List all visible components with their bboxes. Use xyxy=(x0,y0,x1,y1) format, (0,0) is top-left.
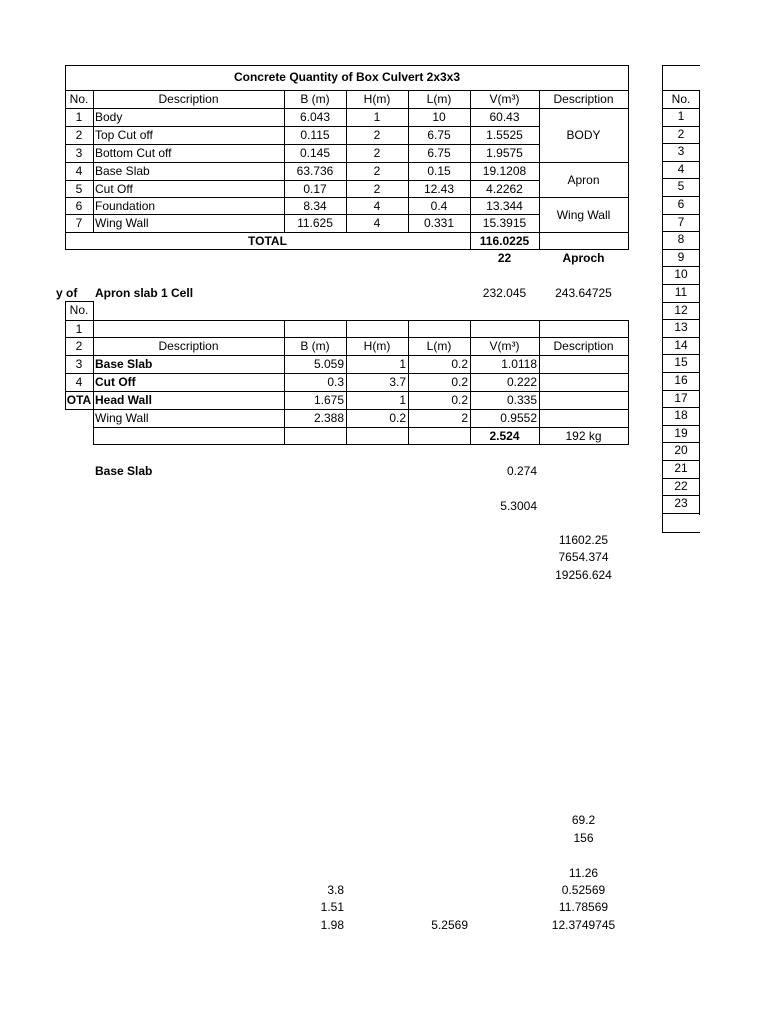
table2-row-cell: 0.9552 xyxy=(500,411,537,425)
cut-title-fragment: y of xyxy=(56,286,78,300)
table2-row-cell: 0.2 xyxy=(451,375,468,389)
table2-index-cell: No. xyxy=(69,303,89,317)
right-row-number: 20 xyxy=(674,443,688,457)
right-row-number: 5 xyxy=(677,179,685,193)
table-row-cell: 6.043 xyxy=(299,110,331,124)
low-value-4: 0.52569 xyxy=(561,883,606,897)
table-row-cell: 0.17 xyxy=(303,182,327,196)
apron-value-2: 243.64725 xyxy=(555,286,612,300)
sum-value-3: 19256.624 xyxy=(555,568,612,582)
table-row-cell: 8.34 xyxy=(303,199,327,213)
low-value-5: 11.78569 xyxy=(558,900,609,914)
right-row-number: 12 xyxy=(674,303,688,317)
table2-row-cell: 0.222 xyxy=(506,375,537,389)
table-row-cell: 7 xyxy=(75,216,83,230)
table-row-cell: 1.9575 xyxy=(486,146,523,160)
apron-total-note: 192 kg xyxy=(565,429,602,443)
table-row-cell: Cut Off xyxy=(95,182,133,196)
table2-header-cell: B (m) xyxy=(300,339,330,353)
table-row-cell: 6.75 xyxy=(427,128,451,142)
table2-row-cell: 2.388 xyxy=(313,411,344,425)
table-row-cell: 6 xyxy=(75,199,83,213)
table-row-cell: 15.3915 xyxy=(482,216,527,230)
table-title: Concrete Quantity of Box Culvert 2x3x3 xyxy=(233,70,461,84)
total-label: TOTAL xyxy=(248,234,287,248)
table2-row-cell: Head Wall xyxy=(95,393,152,407)
right-row-number: 16 xyxy=(674,373,688,387)
table-row-cell: 4 xyxy=(373,216,381,230)
right-row-number: 4 xyxy=(677,162,685,176)
table-row-cell: 1.5525 xyxy=(486,128,523,142)
table-row-cell: 4 xyxy=(373,199,381,213)
table-row-cell: 1 xyxy=(75,110,83,124)
table-row-cell: 10 xyxy=(432,110,446,124)
right-row-number: 22 xyxy=(674,479,688,493)
table2-row-cell: Wing Wall xyxy=(95,411,149,425)
table1-header-cell: H(m) xyxy=(363,92,391,106)
table1-header-cell: L(m) xyxy=(426,92,452,106)
table-row-cell: Base Slab xyxy=(95,164,150,178)
table2-row-cell: 1 xyxy=(399,357,406,371)
right-row-number: 10 xyxy=(674,267,688,281)
table2-header-cell: V(m³) xyxy=(489,339,520,353)
right-row-number: 13 xyxy=(674,320,688,334)
extra-value: 5.3004 xyxy=(500,499,537,513)
right-row-number: 8 xyxy=(677,232,685,246)
table2-row-cell: Base Slab xyxy=(95,357,153,371)
table-row-cell: 13.344 xyxy=(486,199,523,213)
table2-row-cell: 1 xyxy=(399,393,406,407)
table2-row-cell: 3.7 xyxy=(389,375,406,389)
table2-index-cell: 4 xyxy=(75,375,83,389)
table1-header-cell: B (m) xyxy=(300,92,330,106)
base-slab-value: 0.274 xyxy=(506,464,537,478)
low-value-2: 156 xyxy=(573,831,594,845)
aproch-label: Aproch xyxy=(562,251,605,265)
right-row-number: 11 xyxy=(674,285,688,299)
table-row-cell: Top Cut off xyxy=(95,128,153,142)
table2-index-cell: 2 xyxy=(75,339,83,353)
right-row-number: 15 xyxy=(674,355,688,369)
table-row-cell: 0.15 xyxy=(427,164,451,178)
table-row-cell: Bottom Cut off xyxy=(95,146,172,160)
low-value-3: 11.26 xyxy=(568,866,599,880)
group-body-label: BODY xyxy=(566,128,601,142)
right-row-number: 21 xyxy=(674,461,688,475)
table-row-cell: 5 xyxy=(75,182,83,196)
right-row-number: 6 xyxy=(677,197,685,211)
table-row-cell: 6.75 xyxy=(427,146,451,160)
aproch-count: 22 xyxy=(497,251,512,265)
right-row-number: 7 xyxy=(677,215,685,229)
sum-value-2: 7654.374 xyxy=(558,550,609,564)
table2-row-cell: 2 xyxy=(461,411,468,425)
table-row-cell: 11.625 xyxy=(297,216,333,230)
table-row-cell: 0.4 xyxy=(430,199,448,213)
low-value-1: 69.2 xyxy=(571,813,596,827)
table-row-cell: 4.2262 xyxy=(486,182,523,196)
total-value: 116.0225 xyxy=(479,234,530,248)
low-value-6: 12.3749745 xyxy=(551,918,616,932)
group-wingwall-label: Wing Wall xyxy=(556,207,611,222)
table-row-cell: Body xyxy=(95,110,123,124)
table-row-cell: 2 xyxy=(373,164,381,178)
table-row-cell: 63.736 xyxy=(296,164,334,178)
table-row-cell: 0.115 xyxy=(300,128,330,142)
table1-header-cell: Description xyxy=(553,92,614,106)
table2-header-cell: H(m) xyxy=(363,339,391,353)
table1-header-cell: No. xyxy=(69,92,89,106)
sum-value-1: 11602.25 xyxy=(558,533,609,547)
base-slab-label: Base Slab xyxy=(95,464,153,478)
table2-index-cell: 3 xyxy=(75,357,83,371)
right-row-number: 3 xyxy=(677,144,685,158)
right-row-number: 18 xyxy=(674,408,688,422)
table-row-cell: 2 xyxy=(373,182,381,196)
table2-header-cell: Description xyxy=(553,339,614,353)
table2-header-cell: Description xyxy=(158,339,219,353)
right-row-number: 19 xyxy=(674,426,688,440)
table-row-cell: 0.331 xyxy=(423,216,455,230)
apron-slab-title: Apron slab 1 Cell xyxy=(95,286,194,300)
table2-row-cell: 0.2 xyxy=(451,393,468,407)
right-header: No. xyxy=(671,92,691,106)
table-row-cell: 1 xyxy=(373,110,381,124)
apron-value-1: 232.045 xyxy=(482,286,527,300)
table-row-cell: 2 xyxy=(373,146,381,160)
table-row-cell: 12.43 xyxy=(423,182,455,196)
table2-row-cell: 1.0118 xyxy=(501,357,537,371)
table-row-cell: Wing Wall xyxy=(95,216,149,230)
table-row-cell: 60.43 xyxy=(489,110,520,124)
table-row-cell: 2 xyxy=(373,128,381,142)
table2-row-cell: Cut Off xyxy=(95,375,136,389)
l-value: 5.2569 xyxy=(431,918,468,932)
right-row-number: 9 xyxy=(677,250,685,264)
table2-row-cell: 0.2 xyxy=(389,411,406,425)
table1-header-cell: Description xyxy=(158,92,219,106)
table2-row-cell: 5.059 xyxy=(313,357,344,371)
b-value-3: 1.98 xyxy=(320,918,344,932)
table-row-cell: 2 xyxy=(75,128,83,142)
table2-row-cell: 1.675 xyxy=(313,393,344,407)
right-row-number: 17 xyxy=(674,391,688,405)
table2-row-cell: 0.2 xyxy=(451,357,468,371)
apron-total-value: 2.524 xyxy=(489,429,520,443)
b-value-1: 3.8 xyxy=(327,883,344,897)
table-row-cell: 19.1208 xyxy=(482,164,527,178)
table-row-cell: 3 xyxy=(75,146,83,160)
table2-header-cell: L(m) xyxy=(426,339,452,353)
table1-header-cell: V(m³) xyxy=(489,92,520,106)
table-row-cell: 0.145 xyxy=(299,146,331,160)
table2-index-cell: OTA xyxy=(66,393,92,407)
group-apron-label: Apron xyxy=(567,172,600,187)
b-value-2: 1.51 xyxy=(320,900,344,914)
table2-row-cell: 0.3 xyxy=(327,375,344,389)
right-row-number: 23 xyxy=(674,496,688,510)
right-row-number: 2 xyxy=(677,127,685,141)
table2-row-cell: 0.335 xyxy=(506,393,537,407)
table-row-cell: Foundation xyxy=(95,199,156,213)
table2-index-cell: 1 xyxy=(75,322,83,336)
right-row-number: 14 xyxy=(674,338,688,352)
right-row-number: 1 xyxy=(677,109,685,123)
table-row-cell: 4 xyxy=(75,164,83,178)
